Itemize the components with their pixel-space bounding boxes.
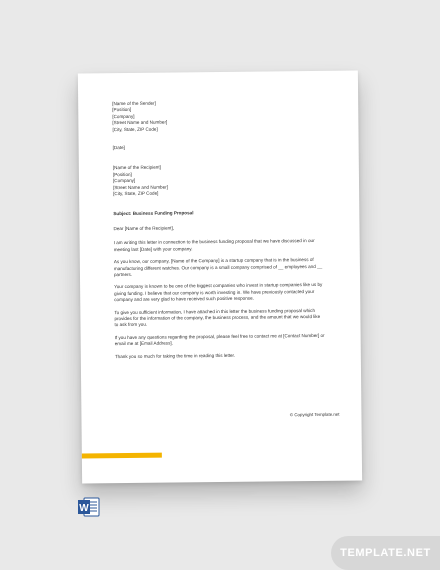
sender-company: [Company] (112, 113, 135, 119)
paragraph-attachment: To give you sufficient information, I have attached in this letter the business funding proposal which provides for the information of the company, the business process, and the amount that we would like to ask from you. (114, 307, 321, 328)
sender-position: [Position] (112, 107, 132, 113)
copyright-notice: © Copyright Template.net (289, 411, 340, 418)
letter-date: [Date] (112, 145, 125, 151)
recipient-position: [Position] (112, 171, 132, 177)
recipient-street: [Street Name and Number] (113, 184, 168, 190)
sender-address (112, 99, 322, 133)
recipient-name: [Name of the Recipient] (112, 165, 161, 171)
letter-salutation: Dear [Name of the Recipient], (113, 225, 175, 231)
paragraph-company-intro: As you know, our company, [Name of the Company] is a startup company that is in the business of manufacturing different watches. Our company is a small company comprised of __ employees and __ partners. (113, 257, 323, 278)
letter-content (112, 99, 325, 366)
recipient-city: [City, State, ZIP Code] (113, 190, 159, 197)
paragraph-investor: Your company is known to be one of the biggest companies who invest in startup companies like us by giving funding. I believe that our company is worth investing in. We have previously contacted your company and are very glad to have received such positive response. (114, 282, 323, 303)
sender-name: [Name of the Sender] (112, 100, 156, 107)
template-net-badge[interactable] (331, 536, 440, 570)
svg-text:W: W (79, 503, 89, 514)
word-icon-graphic (78, 497, 100, 517)
date-block (113, 143, 323, 152)
letter-document (78, 71, 362, 484)
accent-bar (82, 453, 162, 459)
letter-subject: Subject: Business Funding Proposal (113, 210, 194, 217)
word-document-icon[interactable] (78, 497, 100, 517)
paragraph-meeting: I am writing this letter in connection to the business funding proposal that we have discussed in our meeting last [Date] with your company. (113, 238, 315, 252)
paragraph-contact: If you have any questions regarding the proposal, please feel free to contact me at [Contact Number] or email me at [Email Address]. (114, 332, 325, 347)
paragraph-thanks: Thank you so much for taking the time in reading this letter. (114, 352, 236, 359)
recipient-address (113, 163, 323, 197)
sender-street: [Street Name and Number] (112, 119, 168, 126)
brand-label: TEMPLATE.NET (340, 547, 431, 559)
recipient-company: [Company] (112, 178, 136, 184)
sender-city: [City, State, ZIP Code] (112, 126, 158, 132)
